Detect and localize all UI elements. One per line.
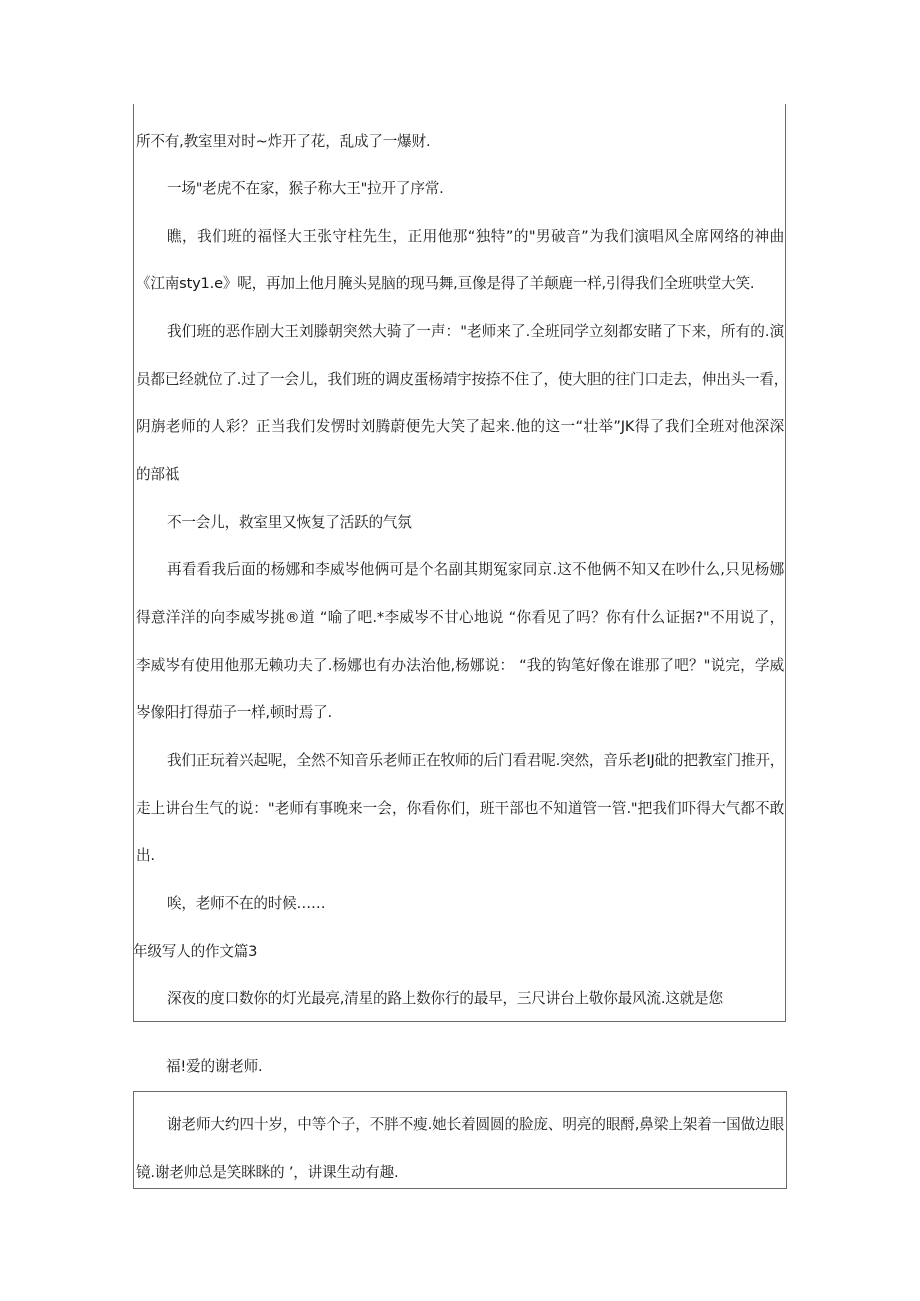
paragraph-line: 出. bbox=[136, 847, 155, 864]
paragraph-line: 所不有,教室里对时~炸开了花，乱成了一爆财. bbox=[136, 133, 431, 150]
paragraph-line: 深夜的度口数你的灯光最亮,清星的路上数你行的最早，三尺讲台上敬你最风流.这就是您 bbox=[167, 990, 723, 1007]
paragraph-line: 的部祗 bbox=[136, 466, 180, 483]
paragraph-line: 《江南sty1.e》呢，再加上他月腌头晃脑的现马舞,亘像是得了羊颠鹿一样,引得我们全班哄堂大笑. bbox=[136, 275, 755, 292]
paragraph-line: 得意洋洋的向李威岑挑®道 “喻了吧.*李威岑不甘心地说 “你看见了吗？你有什么证据?"不用说了， bbox=[136, 609, 784, 626]
paragraph-line: 谢老师大约四十岁，中等个子，不胖不瘦.她长着圆圆的脸庞、明亮的眼酹,鼻梁上架着一国做边眼 bbox=[167, 1116, 784, 1133]
paragraph-line: 我们班的恶作剧大王刘滕朝突然大骑了一声："老师来了.全班同学立刻都安睹了下来，所有的.演 bbox=[167, 323, 784, 340]
paragraph-line: 镜.谢老帅总是笑眯眯的 ’，讲课生动有趣. bbox=[136, 1164, 399, 1181]
paragraph-line: 福!爱的谢老师. bbox=[166, 1058, 263, 1075]
paragraph-line: 阴旃老师的人彩？正当我们发愣时刘腾蔚便先大笑了起来.他的这一“壮举”JK得了我们全班对他深深 bbox=[136, 418, 784, 435]
paragraph-line: 不一会儿，救室里又恢复了活跃的气氛 bbox=[167, 514, 412, 531]
paragraph-line: 再看看我后面的杨娜和李威岑他俩可是个名副其期冤家同京.这不他俩不知又在吵什么,只见杨娜 bbox=[167, 561, 784, 578]
paragraph-line: 岑像阳打得茄子一样,顿时焉了. bbox=[136, 704, 332, 721]
paragraph-line: 走上讲台生气的说："老师有事晚来一会，你看你们，班干部也不知道管一管."把我们吓得大气都不敢 bbox=[136, 800, 784, 817]
paragraph-line: 瞧，我们班的福怪大王张守柱先生，正用他那“独特”的"男破音”为我们演唱风全席网络的神曲 bbox=[167, 228, 784, 245]
paragraph-line: 我们正玩着兴起呢，全然不知音乐老师正在牧师的后门看君呢.突然，音乐老IJ砒的把教室门推开， bbox=[167, 752, 785, 769]
paragraph-line: 员都已经就位了.过了一会儿，我们班的调皮蛋杨靖宇按捺不住了，使大胆的往门口走去，伸出头一看， bbox=[136, 371, 789, 388]
paragraph-line: 一场"老虎不在家，猴子称大王"拉开了序常. bbox=[167, 180, 444, 197]
paragraph-line: 唉，老师不在的时候…… bbox=[167, 895, 326, 912]
paragraph-line: 李威岑有使用他那无赖功夫了.杨娜也有办法治他,杨娜说： “我的钩笔好像在谁那了吧？"说完，学威 bbox=[136, 657, 784, 674]
section-heading: 年级写人的作文篇3 bbox=[133, 943, 258, 960]
